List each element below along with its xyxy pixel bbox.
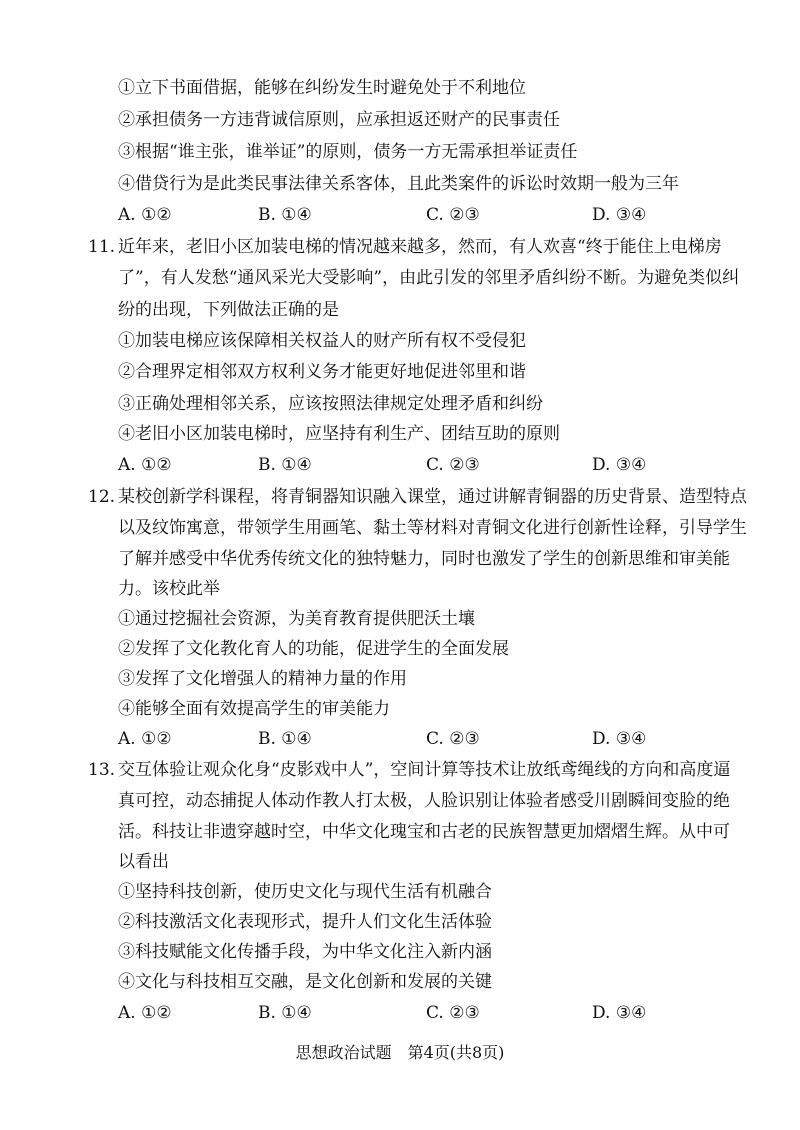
q13-number: 13. bbox=[88, 760, 116, 780]
footer-subject: 思想政治试题 bbox=[295, 1043, 392, 1062]
q10-option-1: ①立下书面借据，能够在纠纷发生时避免处于不利地位 bbox=[118, 78, 526, 98]
q11-choice-d: D. ③④ bbox=[592, 455, 647, 475]
q13-stem-line-3: 活。科技让非遗穿越时空，中华文化瑰宝和古老的民族智慧更加熠熠生辉。从中可 bbox=[118, 822, 730, 842]
q13-option-4: ④文化与科技相互交融，是文化创新和发展的关键 bbox=[118, 972, 492, 992]
q12-option-1: ①通过挖掘社会资源，为美育教育提供肥沃土壤 bbox=[118, 609, 475, 629]
q13-stem-line-1 bbox=[88, 758, 740, 782]
q10-choice-c: C. ②③ bbox=[426, 205, 480, 225]
q11-stem-line-2: 了”，有人发愁“通风采光大受影响”，由此引发的邻里矛盾纠纷不断。为避免类似纠 bbox=[118, 268, 740, 288]
q13-stem-line-2: 真可控，动态捕捉人体动作教人打太极，人脸识别让体验者感受川剧瞬间变脸的绝 bbox=[118, 791, 730, 811]
q12-stem-text-1: 某校创新学科课程，将青铜器知识融入课堂，通过讲解青铜器的历史背景、造型特点 bbox=[118, 487, 747, 507]
q11-number: 11. bbox=[88, 237, 116, 257]
q10-choice-b: B. ①④ bbox=[258, 205, 312, 225]
q11-choices bbox=[118, 453, 718, 477]
q13-stem-text-1: 交互体验让观众化身“皮影戏中人”，空间计算等技术让放纸鸢绳线的方向和高度逼 bbox=[118, 760, 731, 780]
q12-choice-c: C. ②③ bbox=[426, 729, 480, 749]
q11-stem-line-3: 纷的出现，下列做法正确的是 bbox=[118, 300, 339, 320]
q10-choices bbox=[118, 203, 718, 227]
q13-choice-b: B. ①④ bbox=[258, 1003, 312, 1023]
q12-choices bbox=[118, 727, 718, 751]
q11-choice-a: A. ①② bbox=[118, 455, 172, 475]
q11-choice-b: B. ①④ bbox=[258, 455, 312, 475]
q12-stem-line-3: 了解并感受中华优秀传统文化的独特魅力，同时也激发了学生的创新思维和审美能 bbox=[118, 549, 730, 569]
q12-option-4: ④能够全面有效提高学生的审美能力 bbox=[118, 699, 390, 719]
q10-option-3: ③根据“谁主张，谁举证”的原则，债务一方无需承担举证责任 bbox=[118, 142, 578, 162]
q11-option-1: ①加装电梯应该保障相关权益人的财产所有权不受侵犯 bbox=[118, 331, 526, 351]
q12-choice-b: B. ①④ bbox=[258, 729, 312, 749]
q11-option-4: ④老旧小区加装电梯时，应坚持有利生产、团结互助的原则 bbox=[118, 424, 560, 444]
q13-option-1: ①坚持科技创新，使历史文化与现代生活有机融合 bbox=[118, 882, 492, 902]
q12-stem-line-2: 以及纹饰寓意，带领学生用画笔、黏土等材料对青铜文化进行创新性诠释，引导学生 bbox=[118, 518, 747, 538]
q11-stem-line-1 bbox=[88, 235, 740, 259]
q13-choice-c: C. ②③ bbox=[426, 1003, 480, 1023]
q12-number: 12. bbox=[88, 487, 116, 507]
q13-choices bbox=[118, 1001, 718, 1025]
q13-stem-line-4: 以看出 bbox=[118, 852, 169, 872]
page-footer bbox=[0, 1042, 800, 1064]
footer-page-number: 第4页(共8页) bbox=[407, 1043, 505, 1062]
q11-option-2: ②合理界定相邻双方权利义务才能更好地促进邻里和谐 bbox=[118, 362, 526, 382]
q12-choice-d: D. ③④ bbox=[592, 729, 647, 749]
q12-stem-line-1 bbox=[88, 485, 747, 509]
q12-option-2: ②发挥了文化教化育人的功能，促进学生的全面发展 bbox=[118, 639, 509, 659]
q11-stem-text-1: 近年来，老旧小区加装电梯的情况越来越多，然而，有人欢喜“终于能住上电梯房 bbox=[118, 237, 722, 257]
q13-choice-d: D. ③④ bbox=[592, 1003, 647, 1023]
q10-choice-a: A. ①② bbox=[118, 205, 172, 225]
q11-choice-c: C. ②③ bbox=[426, 455, 480, 475]
q10-option-4: ④借贷行为是此类民事法律关系客体，且此类案件的诉讼时效期一般为三年 bbox=[118, 174, 679, 194]
q12-choice-a: A. ①② bbox=[118, 729, 172, 749]
q13-choice-a: A. ①② bbox=[118, 1003, 172, 1023]
q13-option-2: ②科技激活文化表现形式，提升人们文化生活体验 bbox=[118, 912, 492, 932]
q11-option-3: ③正确处理相邻关系，应该按照法律规定处理矛盾和纠纷 bbox=[118, 394, 543, 414]
q12-option-3: ③发挥了文化增强人的精神力量的作用 bbox=[118, 669, 407, 689]
q12-stem-line-4: 力。该校此举 bbox=[118, 579, 220, 599]
q10-option-2: ②承担债务一方违背诚信原则，应承担返还财产的民事责任 bbox=[118, 110, 560, 130]
q10-choice-d: D. ③④ bbox=[592, 205, 647, 225]
q13-option-3: ③科技赋能文化传播手段，为中华文化注入新内涵 bbox=[118, 942, 492, 962]
